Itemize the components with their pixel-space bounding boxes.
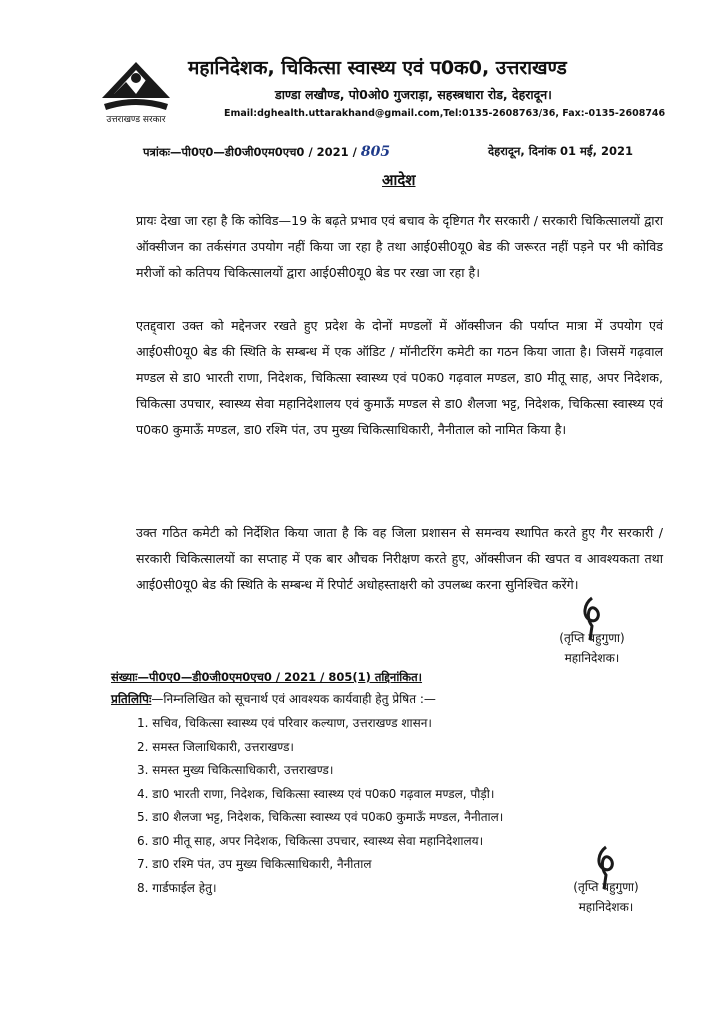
reference-prefix: पत्रांकः—पी0ए0—डी0जी0एम0एच0 / 2021 / xyxy=(143,145,361,159)
list-item: 5. डा0 शैलजा भट्ट, निदेशक, चिकित्सा स्वास्थ्य एवं प0क0 कुमाऊँ मण्डल, नैनीताल। xyxy=(137,810,504,824)
signatory-designation: महानिदेशक। xyxy=(564,651,620,665)
body-paragraph-3: उक्त गठित कमेटी को निर्देशित किया जाता है कि वह जिला प्रशासन से समन्वय स्थापित करते हुए गैर सरकारी / सरकारी चिकित्सालयों का सप्ताह में एक बार औचक निरीक्षण करते हुए, ऑक्सीजन की खपत व आवश्यकता तथा आई0सी0यू0 बेड की स्थिति के सम्बन्ध में रिपोर्ट अधोहस्ताक्षरी को उपलब्ध करना सुनिश्चित करेंगे। xyxy=(136,525,663,592)
dispatch-number: संख्याः—पी0ए0—डी0जी0एम0एच0 / 2021 / 805(1) तद्दिनांकित। xyxy=(111,670,423,684)
signature-block-copy xyxy=(556,877,656,917)
handwritten-signature-icon xyxy=(572,594,612,642)
list-item: 6. डा0 मीतू साह, अपर निदेशक, चिकित्सा उपचार, स्वास्थ्य सेवा महानिदेशालय। xyxy=(137,833,484,848)
letterhead-contact: Email:dghealth.uttarakhand@gmail.com,Tel:0135-2608763/36, Fax:-0135-2608746 xyxy=(224,108,666,119)
list-item: 3. समस्त मुख्य चिकित्साधिकारी, उत्तराखण्ड। xyxy=(137,763,334,777)
copy-text: —निम्नलिखित को सूचनार्थ एवं आवश्यक कार्यवाही हेतु प्रेषित :— xyxy=(151,692,436,706)
recipient-list xyxy=(137,712,503,900)
letterhead-title: महानिदेशक, चिकित्सा स्वास्थ्य एवं प0क0, उत्तराखण्ड xyxy=(188,57,567,79)
signatory-name: (तृप्ति बहुगुणा) xyxy=(559,631,625,645)
reference-handwritten-number: 805 xyxy=(360,144,391,160)
list-item: 7. डा0 रश्मि पंत, उप मुख्य चिकित्साधिकारी, नैनीताल xyxy=(137,857,372,871)
signatory-name: (तृप्ति बहुगुणा) xyxy=(573,880,639,894)
signature-block xyxy=(542,628,642,668)
reference-number xyxy=(143,144,390,160)
list-item: 8. गार्डफाईल हेतु। xyxy=(137,880,217,895)
document-date: देहरादून, दिनांक 01 मई, 2021 xyxy=(488,144,633,158)
body-paragraph-1: प्रायः देखा जा रहा है कि कोविड—19 के बढ़ते प्रभाव एवं बचाव के दृष्टिगत गैर सरकारी / सरकारी चिकित्सालयों द्वारा ऑक्सीजन का तर्कसंगत उपयोग नहीं किया जा रहा है तथा आई0सी0यू0 बेड की जरूरत नहीं पड़ने पर भी कोविड मरीजों को कतिपय चिकित्सालयों द्वारा आई0सी0यू0 बेड पर रखा जा रहा है। xyxy=(136,213,663,280)
letterhead-address: डाण्डा लखौण्ड, पो0ओ0 गुजराड़ा, सहस्त्रधारा रोड, देहरादून। xyxy=(275,87,552,102)
copy-to-line xyxy=(111,690,436,707)
list-item: 1. सचिव, चिकित्सा स्वास्थ्य एवं परिवार कल्याण, उत्तराखण्ड शासन। xyxy=(137,716,432,730)
signatory-designation: महानिदेशक। xyxy=(578,900,634,914)
handwritten-signature-icon xyxy=(586,843,626,891)
logo-caption: उत्तराखण्ड सरकार xyxy=(106,115,166,125)
list-item: 2. समस्त जिलाधिकारी, उत्तराखण्ड। xyxy=(137,739,294,754)
order-title: आदेश xyxy=(382,171,416,189)
copy-label: प्रतिलिपिः xyxy=(111,692,152,706)
list-item: 4. डा0 भारती राणा, निदेशक, चिकित्सा स्वास्थ्य एवं प0क0 गढ़वाल मण्डल, पौड़ी। xyxy=(137,786,495,801)
body-paragraph-2: एतद्द्वारा उक्त को मद्देनजर रखते हुए प्रदेश के दोनों मण्डलों में ऑक्सीजन की पर्याप्त मात्रा में उपयोग एवं आई0सी0यू0 बेड की स्थिति के सम्बन्ध में एक ऑडिट / मॉनीटरिंग कमेटी का गठन किया जाता है। जिसमें गढ़वाल मण्डल से डा0 भारती राणा, निदेशक, चिकित्सा स्वास्थ्य एवं प0क0 गढ़वाल मण्डल, डा0 मीतू साह, अपर निदेशक, चिकित्सा उपचार, स्वास्थ्य सेवा महानिदेशालय एवं कुमाऊँ मण्डल से डा0 शैलजा भट्ट, निदेशक, चिकित्सा स्वास्थ्य एवं प0क0 कुमाऊँ मण्डल, डा0 रश्मि पंत, उप मुख्य चिकित्साधिकारी, नैनीताल को नामित किया है। xyxy=(136,318,663,437)
